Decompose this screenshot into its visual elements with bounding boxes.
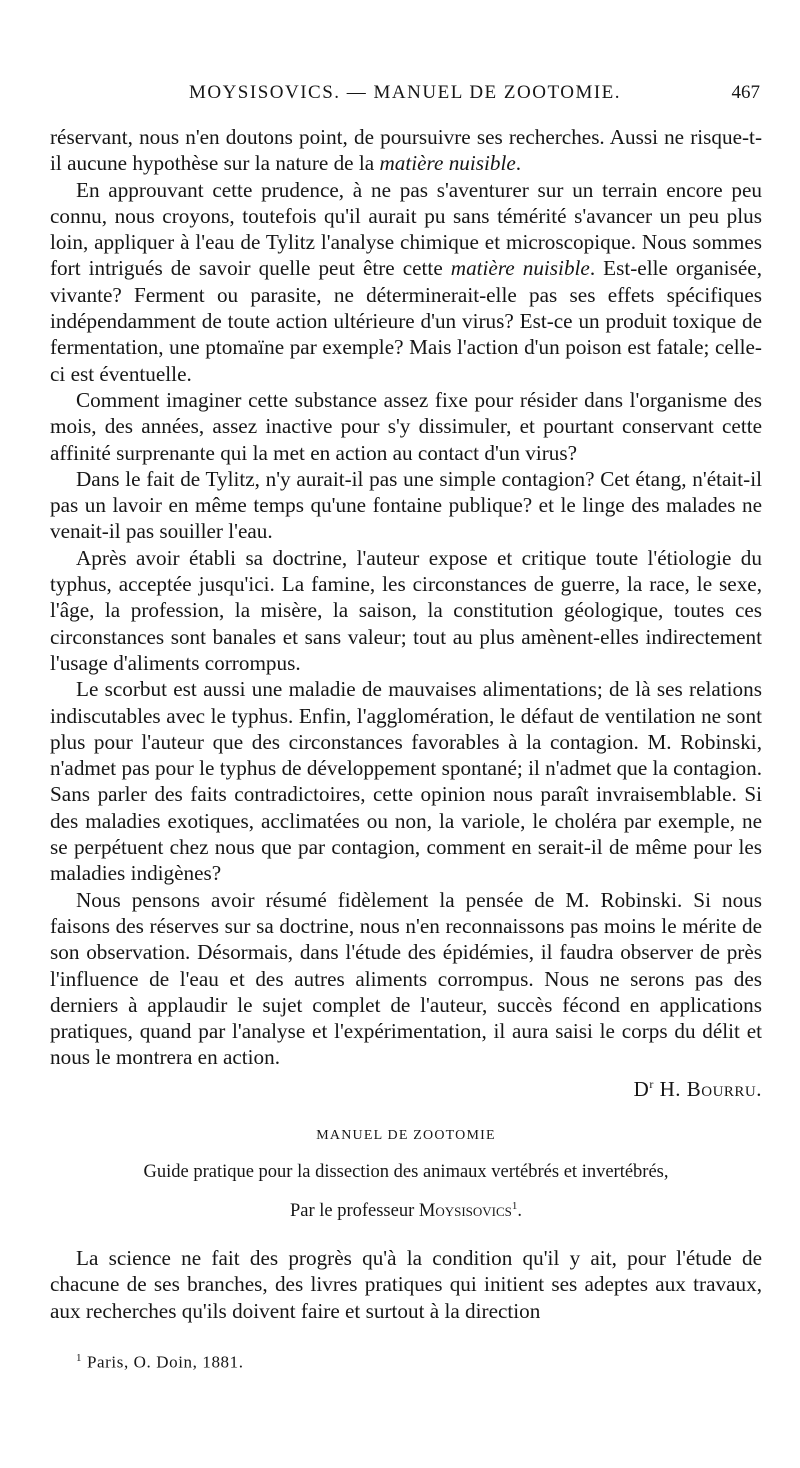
text-run: Nous pensons avoir résumé fidèlement la pensée de M. Robinski. Si nous faisons des réserves sur sa doctrine, nous n'en reconnaissons pas moins le mérite de son observation. Désormais, dans l'étude des épidémies, il faudra observer de près l'influence de l'eau et des autres aliments corrompus. Nous ne serons pas des derniers à applaudir le sujet complet de l'auteur, succès fécond en applications pratiques, quand par l'analyse et l'expérimentation, il aura saisi le corps du délit et nous le montrera en action. (50, 887, 762, 1070)
text-run: . Est-elle organisée, vivante? Ferment ou parasite, ne déterminerait-elle pas ses effets spécifiques indépendamment de toute action ultérieure d'un virus? Est-ce un produit toxique de fermentation, une ptomaïne par exemple? Mais l'action d'un poison est fatale; celle-ci est éventuelle. (50, 256, 762, 386)
body-text (50, 124, 762, 1324)
paragraph (50, 545, 762, 676)
signature-prefix: D (633, 1076, 650, 1101)
paragraph (50, 124, 762, 177)
author-suffix: . (517, 1201, 523, 1222)
review-author (50, 1194, 762, 1223)
author-signature (50, 1071, 762, 1102)
author-prefix: Par le professeur (289, 1201, 415, 1222)
running-head (50, 82, 760, 110)
text-run: Dans le fait de Tylitz, n'y aurait-il pas une simple contagion? Cet étang, n'était-il pas un lavoir en même temps qu'une fontaine publique? et le linge des malades ne venait-il pas souiller l'eau. (50, 466, 762, 544)
review-text (50, 1245, 762, 1324)
text-run: Comment imaginer cette substance assez fixe pour résider dans l'organisme des mois, des années, assez inactive pour s'y dissimuler, et pourtant conservant cette affinité surprenante qui la met en action au contact d'un virus? (50, 387, 762, 465)
paragraph (50, 676, 762, 886)
text-run: En approuvant cette prudence, à ne pas s'aventurer sur un terrain encore peu connu, nous croyons, toutefois qu'il aurait pu sans témérité s'avancer un peu plus loin, appliquer à l'eau de Tylitz l'analyse chimique et microscopique. Nous sommes fort intrigués de savoir quelle peut être cette (50, 177, 762, 281)
text-run: Après avoir établi sa doctrine, l'auteur expose et critique toute l'étiologie du typhus, acceptée jusqu'ici. La famine, les circonstances de guerre, la race, le sexe, l'âge, la profession, la misère, la saison, la constitution géologique, toutes ces circonstances sont banales et sans valeur; tout au plus amènent-elles indirectement l'usage d'aliments corrompus. (50, 545, 762, 675)
footnote (76, 1352, 244, 1373)
footnote-reference[interactable]: 1 (511, 1199, 518, 1212)
review-title: MANUEL DE ZOOTOMIE (316, 1127, 496, 1143)
emphasis: matière nuisible (450, 256, 590, 281)
running-title: MOYSISOVICS. — MANUEL DE ZOOTOMIE. (188, 82, 622, 103)
signature-prefix-sup: r (649, 1076, 654, 1091)
text-run: réservant, nous n'en doutons point, de poursuivre ses recherches. Aussi ne risque-t-il aucune hypothèse sur la nature de la (50, 125, 762, 176)
paragraph (50, 177, 762, 387)
footnote-text: Paris, O. Doin, 1881. (86, 1352, 244, 1372)
signature-surname: Bourru. (686, 1076, 762, 1101)
paragraph (50, 887, 762, 1071)
page-number: 467 (731, 82, 760, 103)
author-name: Moysisovics (418, 1201, 512, 1222)
paragraph (50, 387, 762, 466)
text-run: . (515, 151, 522, 176)
text-run: La science ne fait des progrès qu'à la condition qu'il y ait, pour l'étude de chacune de ses branches, des livres pratiques qui initient ses adeptes aux travaux, aux recherches qu'ils doivent faire et surtout à la direction (50, 1246, 762, 1323)
paragraph (50, 466, 762, 545)
signature-initial: H. (659, 1076, 681, 1101)
article-text (50, 124, 762, 1071)
footnote-mark: 1 (76, 1352, 83, 1364)
emphasis: matière nuisible (379, 151, 516, 176)
text-run: Le scorbut est aussi une maladie de mauvaises alimentations; de là ses relations indiscutables avec le typhus. Enfin, l'agglomération, le défaut de ventilation ne sont plus pour l'auteur que des circonstances favorables à la contagion. M. Robinski, n'admet pas pour le typhus de développement spontané; il n'admet que la contagion. Sans parler des faits contradictoires, cette opinion nous paraît invraisemblable. Si des maladies exotiques, acclimatées ou non, la variole, le choléra par exemple, ne se perpétuent chez nous que par contagion, comment en serait-il de même pour les maladies indigènes? (50, 677, 762, 886)
review-subtitle: Guide pratique pour la dissection des animaux vertébrés et invertébrés, (143, 1161, 669, 1182)
paragraph (50, 1245, 762, 1324)
